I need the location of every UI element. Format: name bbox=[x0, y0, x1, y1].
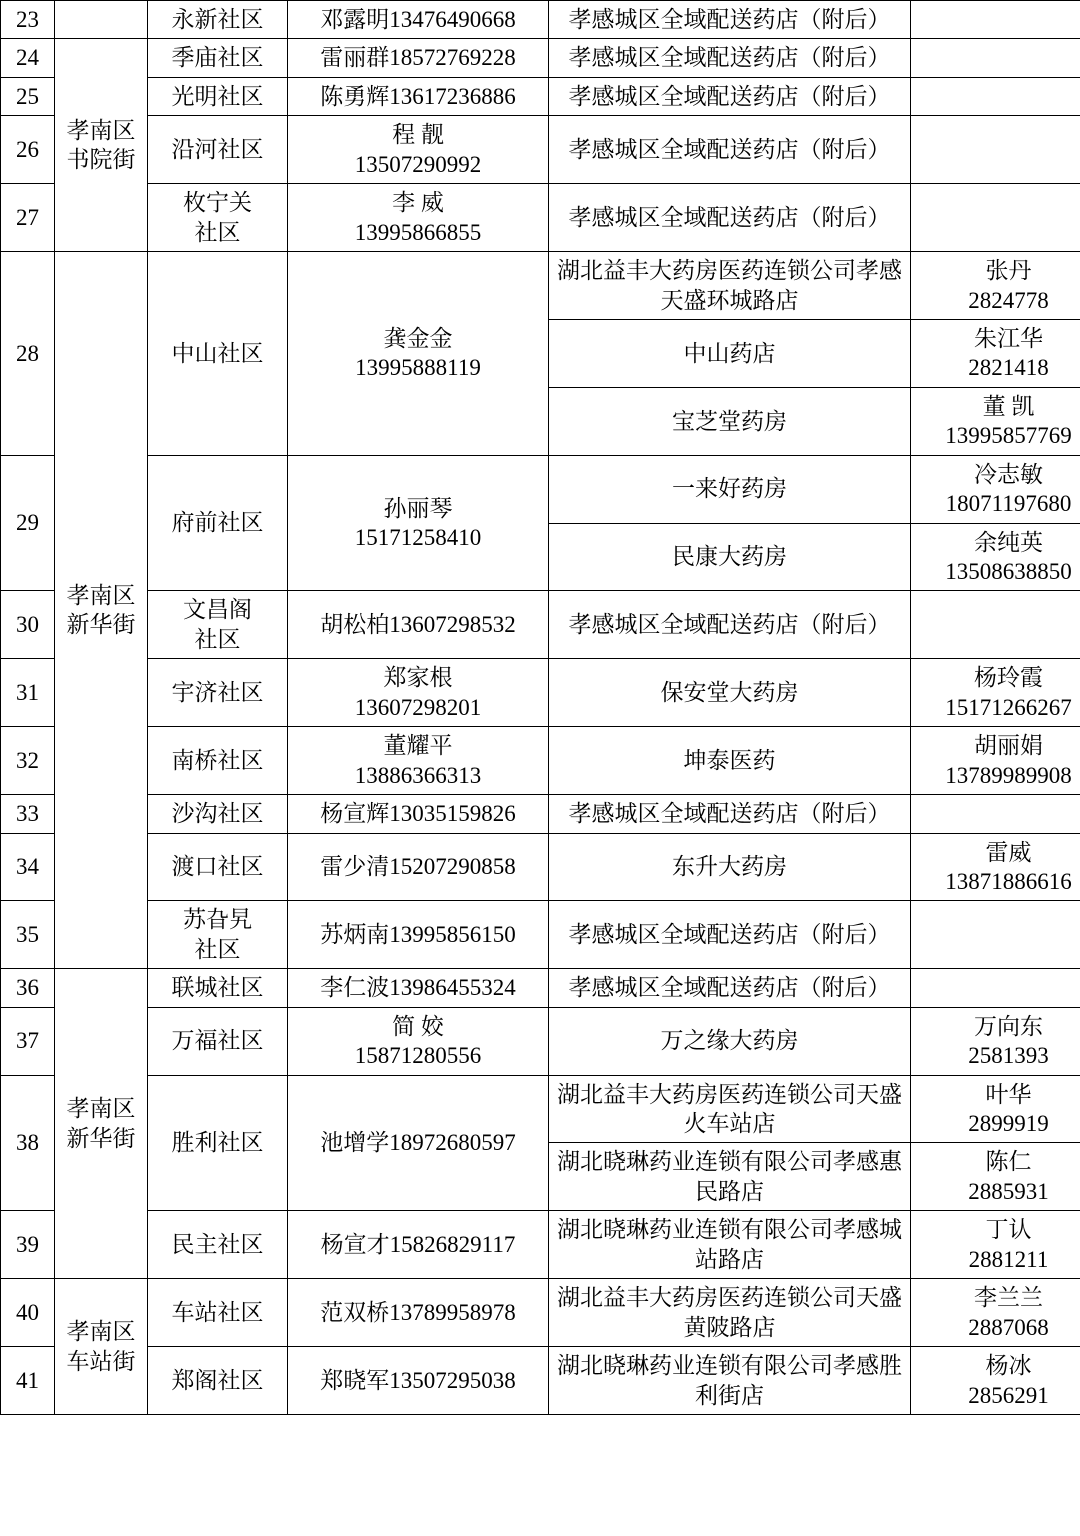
table-row bbox=[1, 1211, 1080, 1279]
cell-serial-number: 38 bbox=[1, 1075, 55, 1211]
cell-community: 沿河社区 bbox=[148, 116, 288, 184]
cell-pharmacy-contact bbox=[911, 77, 1080, 115]
table-row bbox=[1, 833, 1080, 901]
cell-pharmacy-contact bbox=[911, 39, 1080, 77]
cell-street bbox=[55, 1, 148, 39]
cell-community: 枚宁关 社区 bbox=[148, 184, 288, 252]
table-row bbox=[1, 184, 1080, 252]
cell-serial-number: 23 bbox=[1, 1, 55, 39]
cell-serial-number: 34 bbox=[1, 833, 55, 901]
cell-pharmacy-contact: 余纯英 13508638850 bbox=[911, 523, 1080, 591]
cell-community-contact: 陈勇辉13617236886 bbox=[288, 77, 549, 115]
table-row bbox=[1, 727, 1080, 795]
cell-community: 苏旮旯 社区 bbox=[148, 901, 288, 969]
cell-community-contact: 范双桥13789958978 bbox=[288, 1279, 549, 1347]
cell-community-contact: 简 姣 15871280556 bbox=[288, 1007, 549, 1075]
cell-pharmacy-contact: 朱江华 2821418 bbox=[911, 319, 1080, 387]
cell-pharmacy-name: 保安堂大药房 bbox=[549, 659, 911, 727]
table-row bbox=[1, 795, 1080, 833]
cell-serial-number: 40 bbox=[1, 1279, 55, 1347]
cell-street: 孝南区 车站街 bbox=[55, 1279, 148, 1415]
cell-pharmacy-contact bbox=[911, 969, 1080, 1007]
cell-serial-number: 28 bbox=[1, 252, 55, 456]
cell-serial-number: 24 bbox=[1, 39, 55, 77]
cell-pharmacy-contact: 董 凯 13995857769 bbox=[911, 387, 1080, 455]
table-row bbox=[1, 1075, 1080, 1143]
cell-community-contact: 李仁波13986455324 bbox=[288, 969, 549, 1007]
cell-pharmacy-name: 湖北益丰大药房医药连锁公司孝感天盛环城路店 bbox=[549, 252, 911, 320]
cell-serial-number: 26 bbox=[1, 116, 55, 184]
cell-pharmacy-contact bbox=[911, 116, 1080, 184]
cell-community-contact: 苏炳南13995856150 bbox=[288, 901, 549, 969]
cell-community-contact: 胡松柏13607298532 bbox=[288, 591, 549, 659]
cell-pharmacy-name: 湖北晓琳药业连锁有限公司孝感惠民路店 bbox=[549, 1143, 911, 1211]
table-row bbox=[1, 39, 1080, 77]
cell-pharmacy-name: 孝感城区全域配送药店（附后） bbox=[549, 116, 911, 184]
cell-pharmacy-name: 宝芝堂药房 bbox=[549, 387, 911, 455]
cell-pharmacy-name: 孝感城区全域配送药店（附后） bbox=[549, 184, 911, 252]
cell-community: 府前社区 bbox=[148, 455, 288, 591]
cell-serial-number: 35 bbox=[1, 901, 55, 969]
table-row bbox=[1, 116, 1080, 184]
cell-community: 胜利社区 bbox=[148, 1075, 288, 1211]
cell-pharmacy-name: 孝感城区全域配送药店（附后） bbox=[549, 591, 911, 659]
cell-pharmacy-name: 孝感城区全域配送药店（附后） bbox=[549, 901, 911, 969]
cell-serial-number: 41 bbox=[1, 1347, 55, 1415]
cell-street: 孝南区 书院街 bbox=[55, 39, 148, 252]
cell-pharmacy-name: 孝感城区全域配送药店（附后） bbox=[549, 77, 911, 115]
table-row bbox=[1, 901, 1080, 969]
cell-pharmacy-contact: 丁认 2881211 bbox=[911, 1211, 1080, 1279]
cell-pharmacy-name: 民康大药房 bbox=[549, 523, 911, 591]
cell-pharmacy-name: 中山药店 bbox=[549, 319, 911, 387]
table-row bbox=[1, 1347, 1080, 1415]
cell-pharmacy-name: 孝感城区全域配送药店（附后） bbox=[549, 39, 911, 77]
cell-community: 南桥社区 bbox=[148, 727, 288, 795]
cell-community: 联城社区 bbox=[148, 969, 288, 1007]
cell-serial-number: 27 bbox=[1, 184, 55, 252]
cell-community-contact: 孙丽琴 15171258410 bbox=[288, 455, 549, 591]
cell-community: 永新社区 bbox=[148, 1, 288, 39]
cell-pharmacy-name: 湖北晓琳药业连锁有限公司孝感城站路店 bbox=[549, 1211, 911, 1279]
cell-pharmacy-contact bbox=[911, 795, 1080, 833]
cell-community-contact: 郑家根 13607298201 bbox=[288, 659, 549, 727]
cell-pharmacy-contact bbox=[911, 1, 1080, 39]
cell-serial-number: 29 bbox=[1, 455, 55, 591]
cell-serial-number: 30 bbox=[1, 591, 55, 659]
cell-community-contact: 杨宣才15826829117 bbox=[288, 1211, 549, 1279]
cell-pharmacy-contact bbox=[911, 591, 1080, 659]
cell-serial-number: 31 bbox=[1, 659, 55, 727]
cell-pharmacy-contact: 冷志敏 18071197680 bbox=[911, 455, 1080, 523]
cell-community: 季庙社区 bbox=[148, 39, 288, 77]
table-row bbox=[1, 659, 1080, 727]
cell-community: 民主社区 bbox=[148, 1211, 288, 1279]
cell-pharmacy-contact bbox=[911, 901, 1080, 969]
table-row bbox=[1, 969, 1080, 1007]
cell-pharmacy-name: 东升大药房 bbox=[549, 833, 911, 901]
table-row bbox=[1, 1007, 1080, 1075]
cell-street: 孝南区 新华街 bbox=[55, 969, 148, 1279]
cell-community-contact: 程 靓 13507290992 bbox=[288, 116, 549, 184]
cell-serial-number: 33 bbox=[1, 795, 55, 833]
cell-community: 中山社区 bbox=[148, 252, 288, 456]
cell-pharmacy-name: 孝感城区全域配送药店（附后） bbox=[549, 1, 911, 39]
cell-community-contact: 李 威 13995866855 bbox=[288, 184, 549, 252]
table-row bbox=[1, 455, 1080, 523]
table-row bbox=[1, 252, 1080, 320]
cell-community-contact: 龚金金 13995888119 bbox=[288, 252, 549, 456]
cell-pharmacy-name: 湖北益丰大药房医药连锁公司天盛黄陂路店 bbox=[549, 1279, 911, 1347]
cell-community: 宇济社区 bbox=[148, 659, 288, 727]
cell-street: 孝南区 新华街 bbox=[55, 252, 148, 969]
cell-pharmacy-name: 湖北晓琳药业连锁有限公司孝感胜利街店 bbox=[549, 1347, 911, 1415]
cell-community: 文昌阁 社区 bbox=[148, 591, 288, 659]
cell-pharmacy-contact: 雷威 13871886616 bbox=[911, 833, 1080, 901]
cell-serial-number: 39 bbox=[1, 1211, 55, 1279]
cell-pharmacy-name: 孝感城区全域配送药店（附后） bbox=[549, 795, 911, 833]
cell-pharmacy-name: 孝感城区全域配送药店（附后） bbox=[549, 969, 911, 1007]
cell-pharmacy-contact: 胡丽娟 13789989908 bbox=[911, 727, 1080, 795]
cell-community-contact: 邓露明13476490668 bbox=[288, 1, 549, 39]
cell-pharmacy-contact: 万向东 2581393 bbox=[911, 1007, 1080, 1075]
cell-community-contact: 雷少清15207290858 bbox=[288, 833, 549, 901]
cell-community-contact: 杨宣辉13035159826 bbox=[288, 795, 549, 833]
cell-pharmacy-contact: 张丹 2824778 bbox=[911, 252, 1080, 320]
cell-serial-number: 32 bbox=[1, 727, 55, 795]
cell-community-contact: 董耀平 13886366313 bbox=[288, 727, 549, 795]
table-row bbox=[1, 77, 1080, 115]
cell-pharmacy-name: 一来好药房 bbox=[549, 455, 911, 523]
cell-pharmacy-contact bbox=[911, 184, 1080, 252]
table-row bbox=[1, 1, 1080, 39]
cell-community-contact: 雷丽群18572769228 bbox=[288, 39, 549, 77]
cell-pharmacy-contact: 李兰兰 2887068 bbox=[911, 1279, 1080, 1347]
cell-community: 渡口社区 bbox=[148, 833, 288, 901]
table-row bbox=[1, 1279, 1080, 1347]
cell-pharmacy-contact: 叶华 2899919 bbox=[911, 1075, 1080, 1143]
cell-pharmacy-contact: 杨玲霞 15171266267 bbox=[911, 659, 1080, 727]
table-row bbox=[1, 591, 1080, 659]
cell-serial-number: 37 bbox=[1, 1007, 55, 1075]
cell-pharmacy-contact: 杨冰 2856291 bbox=[911, 1347, 1080, 1415]
cell-pharmacy-name: 湖北益丰大药房医药连锁公司天盛火车站店 bbox=[549, 1075, 911, 1143]
cell-community: 沙沟社区 bbox=[148, 795, 288, 833]
cell-serial-number: 25 bbox=[1, 77, 55, 115]
cell-community: 郑阁社区 bbox=[148, 1347, 288, 1415]
cell-community: 车站社区 bbox=[148, 1279, 288, 1347]
cell-community-contact: 郑晓军13507295038 bbox=[288, 1347, 549, 1415]
cell-pharmacy-name: 坤泰医药 bbox=[549, 727, 911, 795]
cell-pharmacy-name: 万之缘大药房 bbox=[549, 1007, 911, 1075]
cell-community: 光明社区 bbox=[148, 77, 288, 115]
cell-community: 万福社区 bbox=[148, 1007, 288, 1075]
cell-pharmacy-contact: 陈仁 2885931 bbox=[911, 1143, 1080, 1211]
cell-community-contact: 池增学18972680597 bbox=[288, 1075, 549, 1211]
table-body bbox=[1, 1, 1080, 1415]
cell-serial-number: 36 bbox=[1, 969, 55, 1007]
